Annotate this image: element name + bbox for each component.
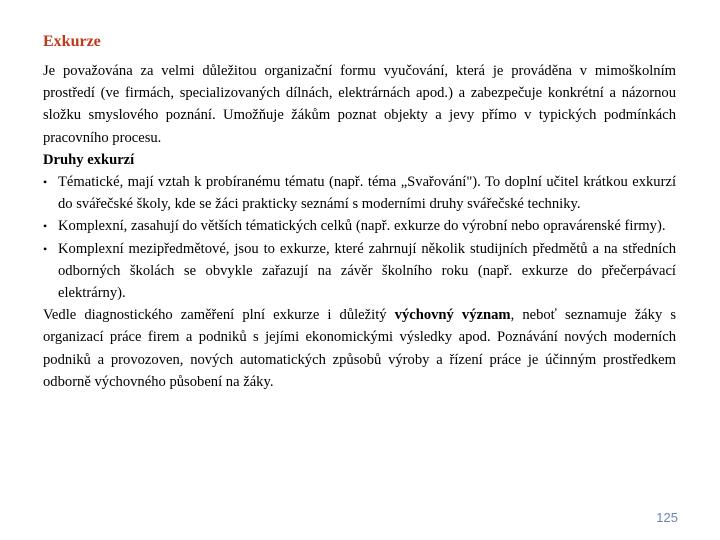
page-number: 125 [656,510,678,525]
list-item [43,215,676,237]
bullet-icon: • [43,175,48,190]
excursion-types-list [43,171,676,304]
bullet-icon: • [43,241,48,256]
list-item-text: Tématické, mají vztah k probíranému tématu (např. téma „Svařování"). To doplní učitel krátkou exkurzí do svářečské školy, kde se žáci prakticky seznámí s moderními druhy svářečské techniky. [58,174,676,213]
closing-text-end: , neboť seznamuje žáky s organizací práce firem a podniků s jejími ekonomickými výsledky apod. Poznávání nových moderních podniků a provozoven, nových automatických způsobů výroby a řízení práce je účinným prostředkem odborně výchovného působení na žáky. [43,307,677,390]
subheading: Druhy exkurzí [43,151,135,168]
closing-paragraph [43,304,676,393]
list-item [43,171,676,215]
section-heading: Exkurze [43,33,101,50]
list-item-text: Komplexní mezipředmětové, jsou to exkurze, které zahrnují několik studijních předmětů a na středních odborných školách se obvykle zařazují na závěr školního roku (např. exkurze do přečerpávací elektrárny). [58,240,676,302]
list-item-text: Komplexní, zasahují do větších tématických celků (např. exkurze do výrobní nebo opravárenské firmy). [58,218,666,235]
list-item [43,238,676,305]
document-body [43,60,676,393]
emphasis-text: výchovný význam [394,307,511,324]
bullet-icon: • [43,219,48,234]
closing-text-start: Vedle diagnostického zaměření plní exkurze i důležitý [43,307,395,324]
intro-paragraph: Je považována za velmi důležitou organizační formu vyučování, která je prováděna v mimoškolním prostředí (ve firmách, specializovaných dílnách, elektrárnách apod.) a zabezpečuje konkrétní a názornou složku smyslového poznání. Umožňuje žákům poznat objekty a jevy přímo v typických podmínkách pracovního procesu. [43,63,676,146]
